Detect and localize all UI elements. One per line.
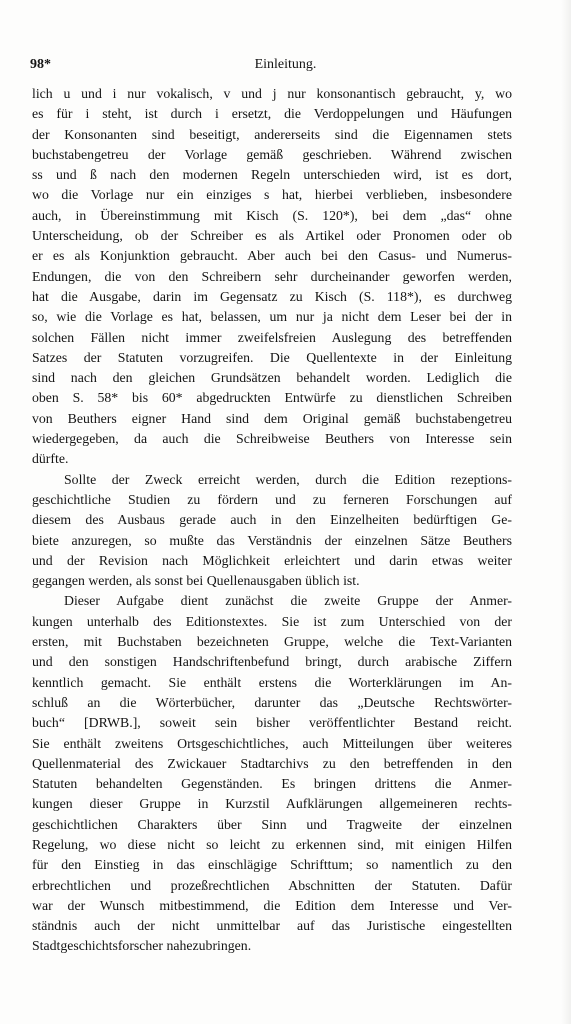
text-line: auch, in Übereinstimmung mit Kisch (S. 120*), bei dem „das“ ohne [32,207,512,223]
page-header [30,57,541,77]
text-line: war der Wunsch mitbestimmend, die Edition dem Interesse und Ver- [32,897,512,913]
text-line: Satzes der Statuten vorzugreifen. Die Quellentexte in der Einleitung [32,349,512,365]
page-edge-shadow [561,0,571,1024]
body-text [32,84,512,957]
text-line: Stadtgeschichtsforscher nahezubringen. [32,938,252,954]
text-line: Sollte der Zweck erreicht werden, durch die Edition rezeptions- [64,471,512,487]
text-line: hat die Ausgabe, darin im Gegensatz zu Kisch (S. 118*), es durchweg [32,288,512,304]
text-line: er es als Konjunktion gebraucht. Aber auch bei den Casus- und Numerus- [32,248,512,264]
text-line: Endungen, die von den Schreibern sehr durcheinander geworfen werden, [32,268,512,284]
running-head: Einleitung. [254,57,317,72]
text-line: und den sonstigen Handschriftenbefund bringt, durch arabische Ziffern [32,654,512,670]
text-line: lich u und i nur vokalisch, v und j nur konsonantisch gebraucht, y, wo [32,86,512,101]
text-line: ersten, mit Buchstaben bezeichneten Gruppe, welche die Text-Varianten [32,634,512,650]
text-line: ss und ß nach den modernen Regeln unterschieden wird, ist es dort, [32,167,512,183]
text-line: Dieser Aufgabe dient zunächst die zweite Gruppe der Anmer- [64,593,512,609]
text-line: schluß an die Wörterbücher, darunter das „Deutsche Rechtswörter- [32,694,512,710]
text-line: dürfte. [32,451,69,467]
text-line: ständnis auch der nicht unmittelbar auf das Juristische eingestellten [32,918,512,934]
text-line: und der Revision nach Möglichkeit erleichtert und darin etwas weiter [32,552,512,568]
paragraph [32,470,512,592]
text-line: kungen dieser Gruppe in Kurzstil Aufklärungen allgemeineren rechts- [32,796,512,812]
text-line: kenntlich gemacht. Sie enthält erstens die Worterklärungen im An- [32,674,512,690]
text-line: gegangen werden, als sonst bei Quellenausgaben üblich ist. [32,573,360,589]
text-line: Regelung, wo diese nicht so leicht zu erkennen sind, mit einigen Hilfen [32,836,512,852]
text-line: geschichtlichen Charakters über Sinn und Tragweite der einzelnen [32,816,512,832]
text-line: Statuten behandelten Gegenständen. Es bringen drittens die Anmer- [32,776,512,792]
text-line: biete anzuregen, so mußte das Verständnis der einzelnen Sätze Beuthers [32,532,512,548]
text-line: Quellenmaterial des Zwickauer Stadtarchivs zu den betreffenden in den [32,755,512,771]
text-line: solchen Fällen nicht immer zweifelsfreien Auslegung des betreffenden [32,329,512,345]
text-line: so, wie die Vorlage es hat, belassen, um nur ja nicht dem Leser bei der in [32,309,512,325]
paragraph [32,591,512,956]
text-line: wo die Vorlage nur ein einziges s hat, hierbei verblieben, insbesondere [32,187,512,203]
text-line: der Konsonanten sind beseitigt, andererseits sind die Eigennamen stets [32,126,512,142]
text-line: es für i steht, ist durch i ersetzt, die Verdoppelungen und Häufungen [32,106,512,122]
text-line: sind nach den gleichen Grundsätzen behandelt worden. Lediglich die [32,370,512,386]
text-line: oben S. 58* bis 60* abgedruckten Entwürfe zu dienstlichen Schreiben [32,390,512,406]
text-line: buchstabengetreu der Vorlage gemäß geschrieben. Während zwischen [32,146,512,162]
text-line: buch“ [DRWB.], soweit sein bisher veröffentlichter Bestand reicht. [32,715,512,731]
text-line: Unterscheidung, ob der Schreiber es als Artikel oder Pronomen oder ob [32,228,512,244]
text-line: von Beuthers eigner Hand sind dem Original gemäß buchstabengetreu [32,410,512,426]
text-line: geschichtliche Studien zu fördern und zu ferneren Forschungen auf [32,491,512,507]
text-line: Sie enthält zweitens Ortsgeschichtliches, auch Mitteilungen über weiteres [32,735,512,751]
paragraph [32,84,512,470]
text-line: diesem des Ausbaus gerade auch in den Einzelheiten bedürftigen Ge- [32,512,512,528]
text-line: für den Einstieg in das einschlägige Schrifttum; so namentlich zu den [32,857,512,873]
text-line: kungen unterhalb des Editionstextes. Sie ist zum Unterschied von der [32,613,512,629]
page-number: 98* [30,57,51,72]
text-line: wiedergegeben, da auch die Schreibweise Beuthers von Interesse sein [32,431,512,447]
text-line: erbrechtlichen und prozeßrechtlichen Abschnitten der Statuten. Dafür [32,877,512,893]
